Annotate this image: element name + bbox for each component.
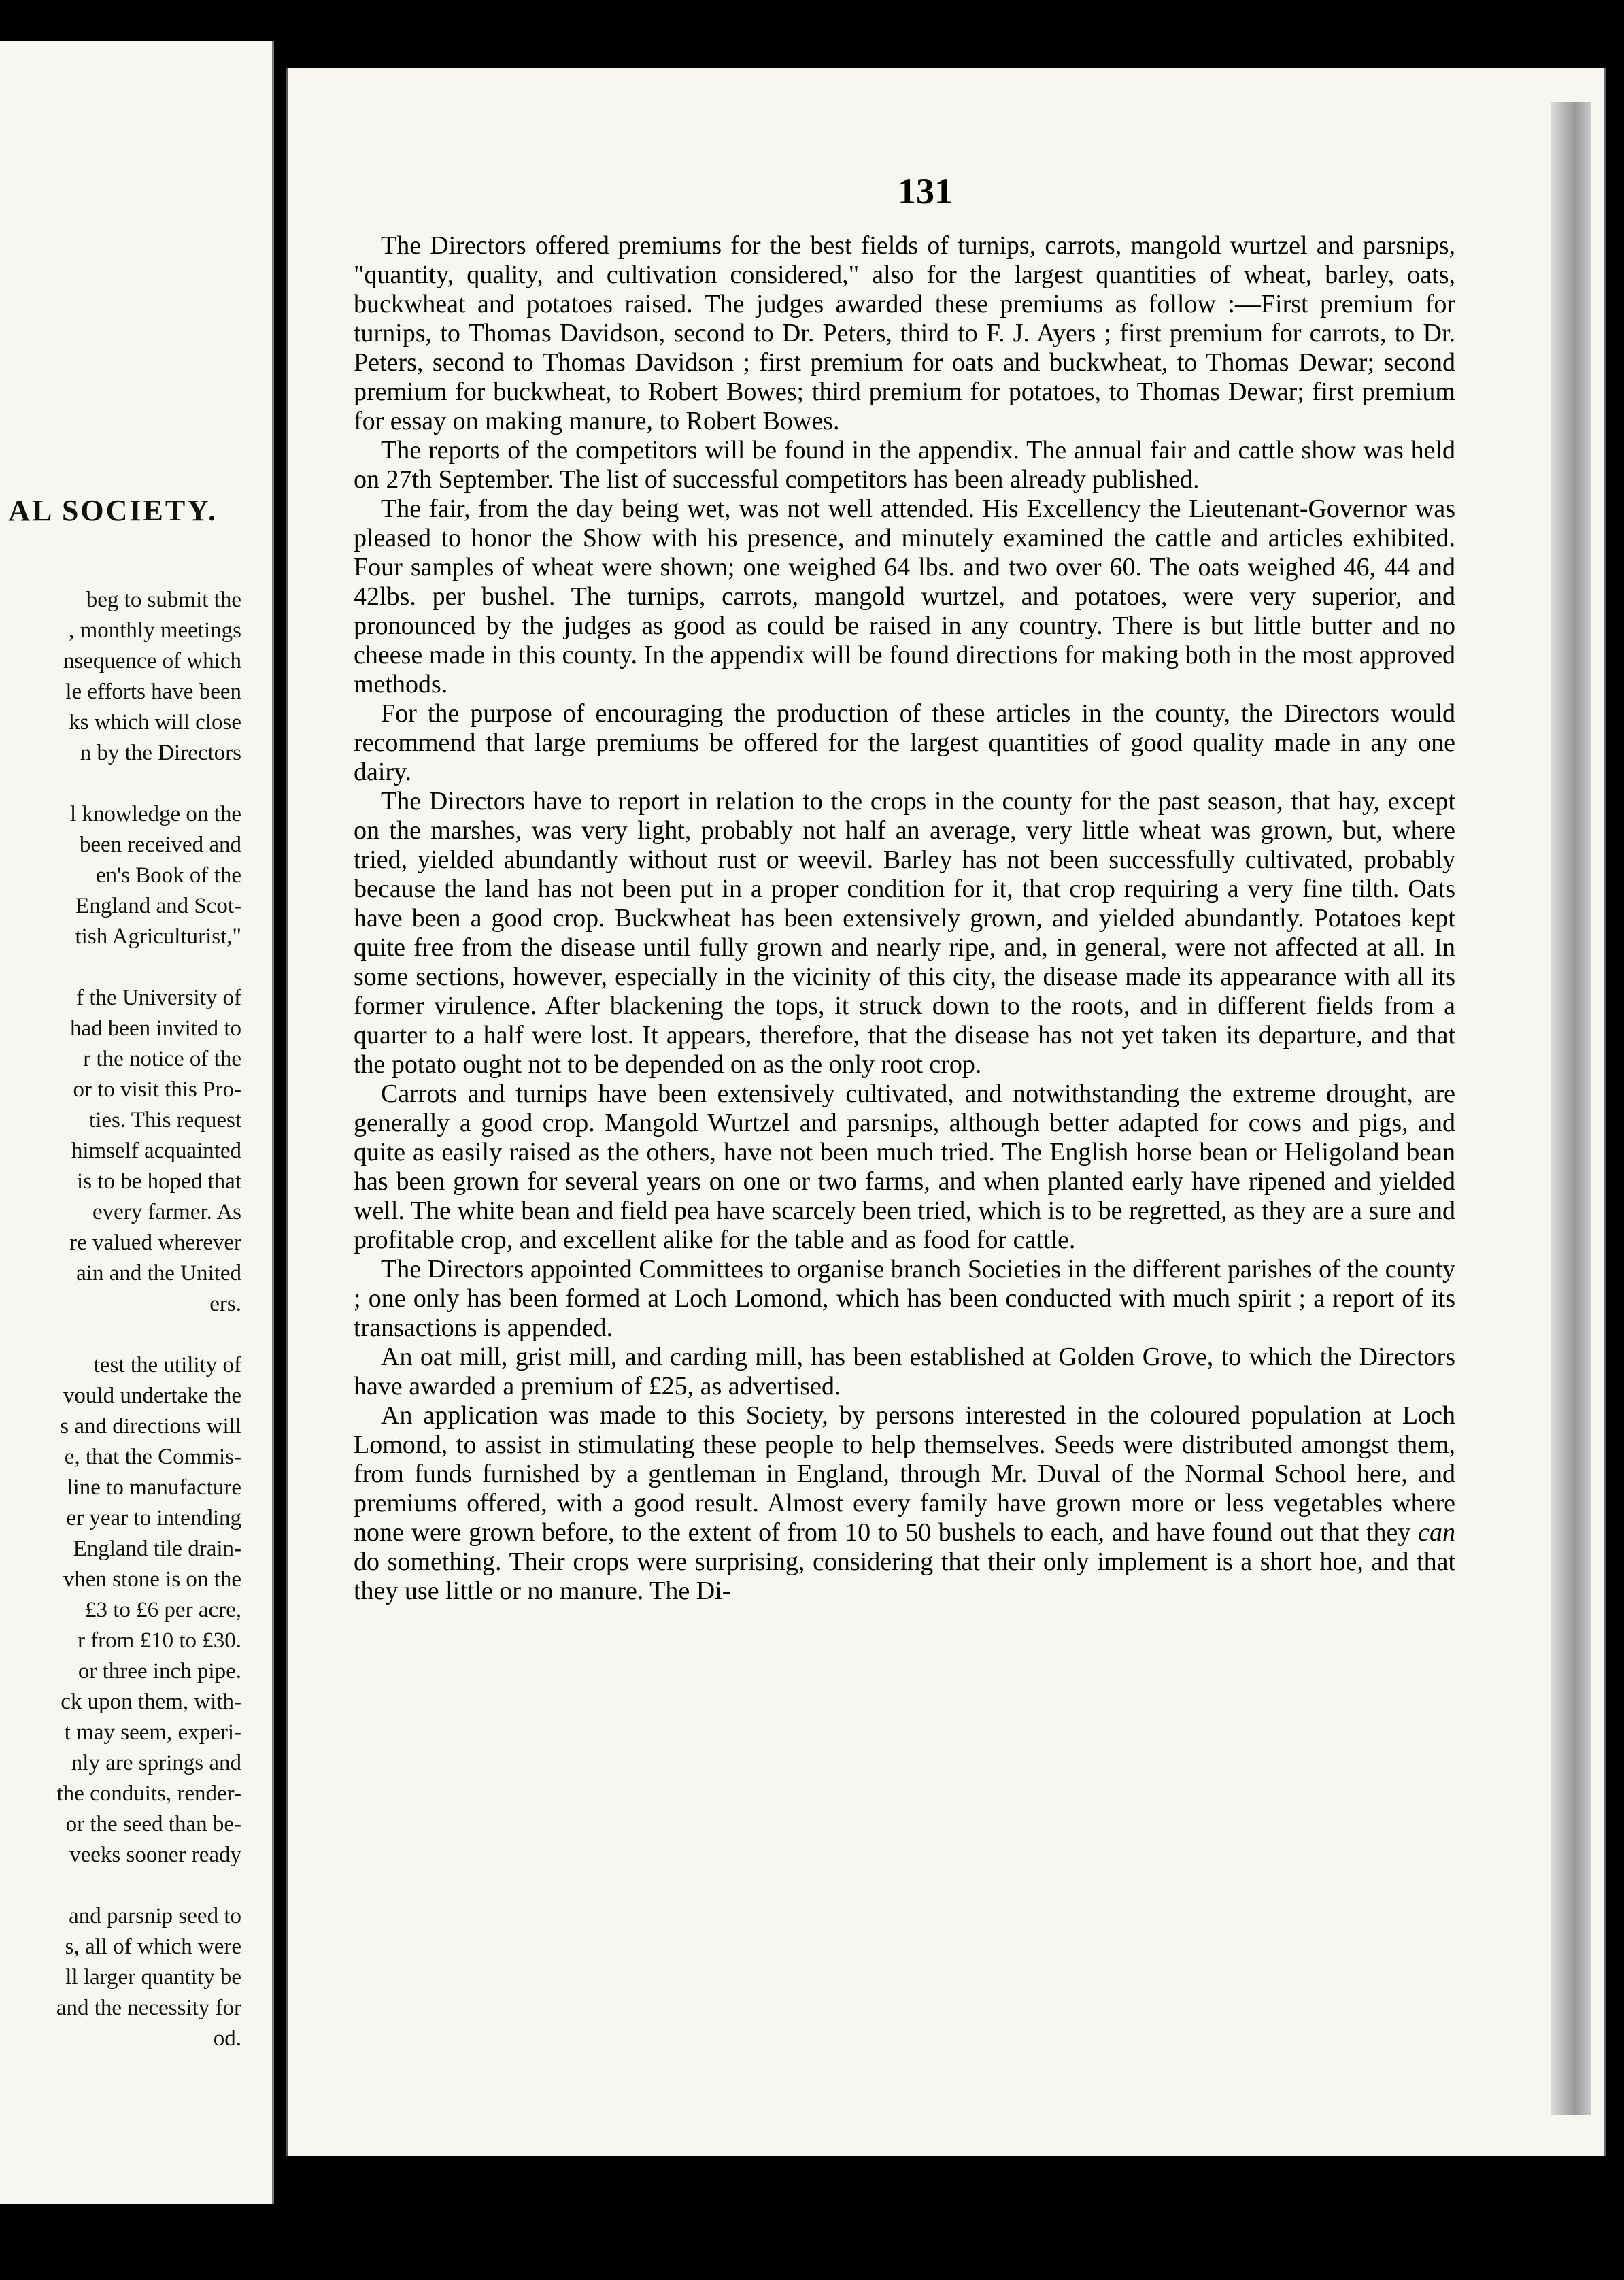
left-text-line: od. [213, 2026, 241, 2051]
body-text [354, 231, 1455, 1606]
left-text-line [0, 1871, 241, 1901]
paragraph-dairy: For the purpose of encouraging the production of these articles in the county, the Directors would recommend that large premiums be offered for the largest quantities of good quality made in any one dairy. [354, 699, 1455, 786]
left-text-line: the conduits, render- [56, 1781, 241, 1806]
left-text-line: ties. This request [89, 1108, 241, 1133]
left-text-line: had been invited to [69, 1016, 241, 1041]
left-text-line: vould undertake the [63, 1384, 241, 1408]
paragraph-reports: The reports of the competitors will be found in the appendix. The annual fair and cattle show was held on 27th September. The list of successful competitors has been already published. [354, 436, 1455, 494]
left-text-line: been received and [79, 833, 241, 857]
left-text-line: nsequence of which [63, 649, 241, 673]
left-text-line: England and Scot- [75, 894, 241, 918]
left-text-line: is to be hoped that [77, 1169, 241, 1194]
paragraph-fair: The fair, from the day being wet, was not well attended. His Excellency the Lieutenant-Governor was pleased to honor the Show with his presence, and minutely examined the cattle and articles exhibited. Four samples of wheat were shown; one weighed 64 lbs. and two over 60. The oats weighed 46, 44 and 42lbs. per bushel. The turnips, carrots, mangold wurtzel, and potatoes, were very superior, and pronounced by the judges as good as could be raised in any country. There is but little butter and no cheese made in this county. In the appendix will be found directions for making both in the most approved methods. [354, 494, 1455, 699]
paragraph-crops: The Directors have to report in relation to the crops in the county for the past season, that hay, except on the marshes, was very light, probably not half an average, very little wheat was grown, but, where tried, yielded abundantly without rust or weevil. Barley has not been successfully cultivated, probably because the land has not been put in a proper condition for it, that crop requiring a very fine tilth. Oats have been a good crop. Buckwheat has been extensively grown, and yielded abundantly. Potatoes kept quite free from the disease until fully grown and nearly ripe, and, in general, were not affected at all. In some sections, however, especially in the vicinity of this city, the disease made its appearance with all its former virulence. After blackening the tops, it struck down to the roots, and in different fields from a quarter to a half were lost. It appears, therefore, that the disease has not yet taken its departure, and that the potato ought not to be depended on as the only root crop. [354, 787, 1455, 1079]
page-number: 131 [898, 171, 953, 212]
left-text-line: beg to submit the [86, 588, 241, 612]
left-text-line: e, that the Commis- [64, 1445, 241, 1469]
left-text-line: , monthly meetings [69, 618, 241, 643]
left-text-line: t may seem, experi- [64, 1720, 241, 1745]
left-text-line [0, 952, 241, 983]
left-text-line: ain and the United [76, 1261, 241, 1286]
left-text-line [0, 1320, 241, 1350]
left-page-text [0, 585, 241, 2054]
left-text-line: er year to intending [66, 1506, 241, 1530]
left-text-line: nly are springs and [71, 1751, 241, 1775]
paragraph-carrots: Carrots and turnips have been extensively cultivated, and notwithstanding the extreme drought, are generally a good crop. Mangold Wurtzel and parsnips, although better adapted for cows and pigs, and quite as easily raised as the others, have not been much tried. The English horse bean or Heligoland bean has been grown for several years on one or two farms, and when planted early have ripened and yielded well. The white bean and field pea have scarcely been tried, which is to be regretted, as they are a sure and profitable crop, and excellent alike for the table and as food for cattle. [354, 1079, 1455, 1254]
left-text-line: or the seed than be- [65, 1812, 241, 1837]
left-text-line: en's Book of the [95, 863, 241, 888]
left-text-line: l knowledge on the [69, 802, 241, 826]
left-text-line: or to visit this Pro- [73, 1077, 241, 1102]
left-text-line: s and directions will [60, 1414, 241, 1439]
page-edge [1551, 102, 1591, 2115]
left-text-line: test the utility of [93, 1353, 241, 1377]
left-text-line: veeks sooner ready [69, 1843, 241, 1867]
paragraph-application: An application was made to this Society, by persons interested in the coloured population at Loch Lomond, to assist in stimulating these people to help themselves. Seeds were distributed amongst them, from funds furnished by a gentleman in England, through Mr. Duval of the Normal School here, and premiums offered, with a good result. Almost every family have grown more or less vegetables where none were grown before, to the extent of from 10 to 50 bushels to each, and have found out that they can do something. Their crops were surprising, considering that their only implement is a short hoe, and that they use little or no manure. The Di- [354, 1401, 1455, 1605]
left-text-line: ck upon them, with- [61, 1690, 241, 1714]
left-text-line: £3 to £6 per acre, [85, 1598, 241, 1622]
left-text-line: tish Agriculturist," [75, 924, 241, 949]
left-text-line: n by the Directors [80, 741, 241, 765]
left-text-line: or three inch pipe. [78, 1659, 241, 1683]
paragraph-mill: An oat mill, grist mill, and carding mill, has been established at Golden Grove, to which the Directors have awarded a premium of £25, as advertised. [354, 1343, 1455, 1401]
left-text-line: ks which will close [69, 710, 241, 735]
left-text-line: ers. [209, 1292, 241, 1316]
paragraph-committees: The Directors appointed Committees to organise branch Societies in the different parishes of the county ; one only has been formed at Loch Lomond, which has been conducted with much spirit ; a report of its transactions is appended. [354, 1255, 1455, 1342]
left-text-line: England tile drain- [73, 1537, 241, 1561]
left-page [0, 41, 274, 2204]
left-text-line: every farmer. As [92, 1200, 241, 1224]
left-text-line: r the notice of the [83, 1047, 241, 1071]
society-heading: AL SOCIETY. [8, 494, 218, 527]
left-text-line: himself acquainted [71, 1139, 241, 1163]
paragraph-premiums: The Directors offered premiums for the best fields of turnips, carrots, mangold wurtzel and parsnips, "quantity, quality, and cultivation considered," also for the largest quantities of wheat, barley, oats, buckwheat and potatoes raised. The judges awarded these premiums as follow :—First premium for turnips, to Thomas Davidson, second to Dr. Peters, third to F. J. Ayers ; first premium for carrots, to Dr. Peters, second to Thomas Davidson ; first premium for oats and buckwheat, to Thomas Dewar; second premium for buckwheat, to Robert Bowes; third premium for potatoes, to Thomas Dewar; first premium for essay on making manure, to Robert Bowes. [354, 231, 1455, 435]
left-text-line: and parsnip seed to [69, 1904, 241, 1928]
left-text-line [0, 769, 241, 799]
left-text-line: and the necessity for [56, 1996, 241, 2020]
left-text-line: f the University of [76, 986, 241, 1010]
left-text-line: line to manufacture [67, 1475, 241, 1500]
left-text-line: le efforts have been [65, 680, 241, 704]
left-text-line: re valued wherever [69, 1230, 241, 1255]
left-text-line: r from £10 to £30. [77, 1628, 241, 1653]
left-text-line: s, all of which were [65, 1934, 241, 1959]
left-text-line: vhen stone is on the [63, 1567, 241, 1592]
left-text-line: ll larger quantity be [65, 1965, 241, 1990]
